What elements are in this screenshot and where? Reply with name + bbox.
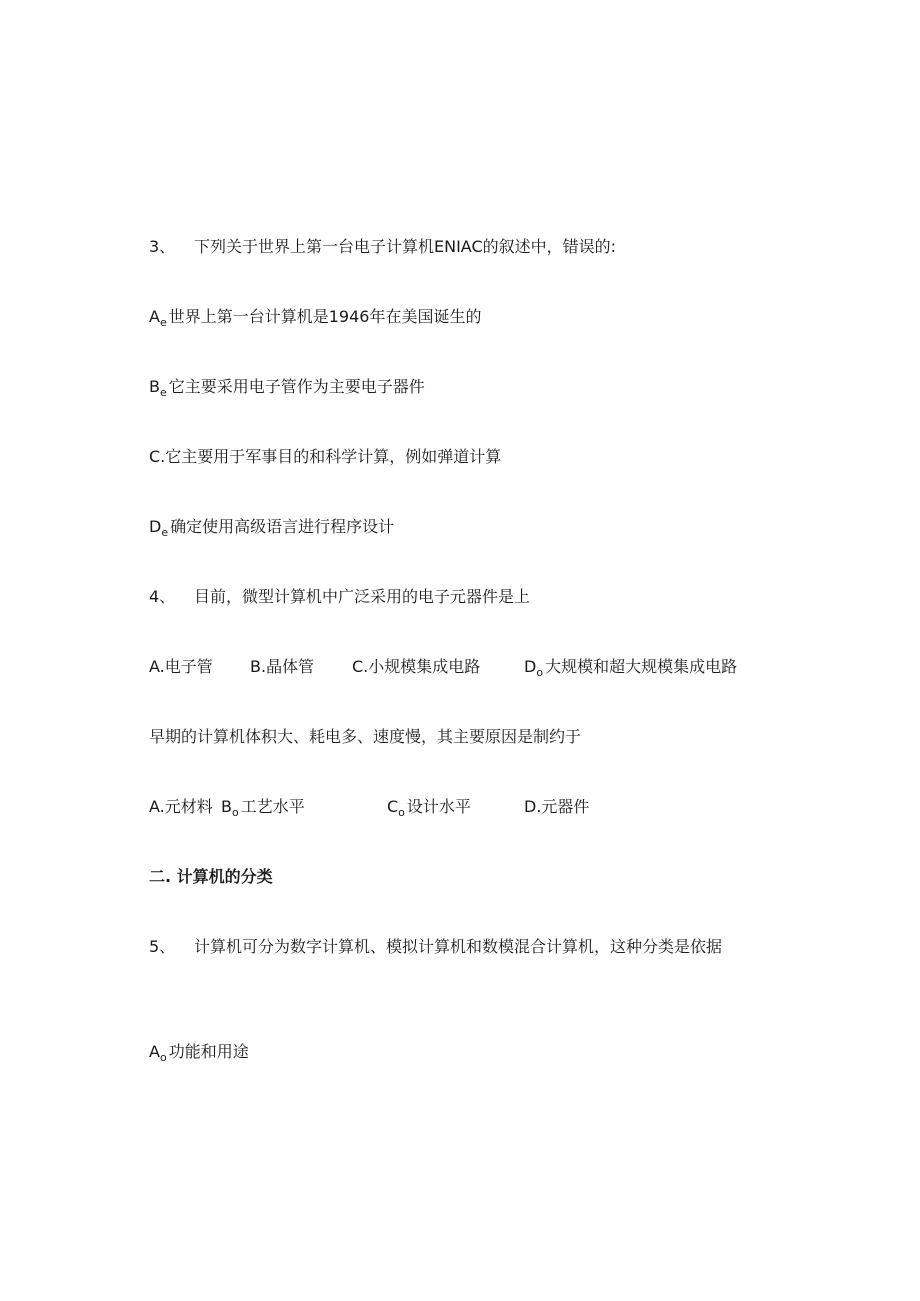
option-letter: B [250, 657, 261, 676]
question-4 [149, 586, 530, 608]
option-text: 元材料 [164, 797, 213, 816]
option-text: 工艺水平 [240, 797, 305, 816]
question-text: 目前，微型计算机中广泛采用的电子元器件是上 [194, 587, 531, 606]
question-text: 早期的计算机体积大、耗电多、速度慢，其主要原因是制约于 [149, 727, 582, 746]
option-separator: o [536, 666, 544, 679]
option-text: 它主要采用电子管作为主要电子器件 [168, 377, 425, 396]
option-letter: D [524, 797, 537, 816]
option-text: 它主要用于军事目的和科学计算，例如弹道计算 [165, 447, 502, 466]
option-separator: . [160, 447, 166, 466]
option-a [149, 306, 481, 334]
option-text: 功能和用途 [168, 1042, 249, 1061]
option-a [149, 1041, 249, 1069]
option-separator: . [260, 657, 267, 676]
option-letter: A [149, 797, 160, 816]
option-letter: C [352, 657, 364, 676]
option-c [149, 446, 501, 468]
option-letter: D [524, 657, 537, 676]
option-a [149, 656, 213, 678]
option-letter: A [149, 1042, 160, 1061]
option-text: 大规模和超大规模集成电路 [545, 657, 738, 676]
option-separator: . [536, 797, 542, 816]
question-text: 下列关于世界上第一台电子计算机ENIAC的叙述中，错误的: [194, 237, 617, 256]
option-letter: D [149, 517, 162, 536]
question-number: 3、 [149, 237, 176, 256]
option-text: 确定使用高级语言进行程序设计 [170, 517, 395, 536]
question-number: 4、 [149, 587, 176, 606]
option-separator: . [159, 797, 165, 816]
question-text: 计算机可分为数字计算机、模拟计算机和数模混合计算机，这种分类是依据 [194, 937, 723, 956]
option-separator: . [159, 657, 165, 676]
option-b [149, 376, 425, 404]
question-3 [149, 236, 616, 258]
option-letter: A [149, 657, 160, 676]
options-row [149, 796, 649, 818]
option-text: 设计水平 [406, 797, 471, 816]
option-d [149, 516, 394, 544]
option-separator: o [398, 806, 405, 819]
option-letter: B [149, 377, 160, 396]
option-text: 晶体管 [266, 657, 315, 676]
option-letter: B [221, 797, 232, 816]
option-a [149, 796, 213, 818]
question-5 [149, 936, 722, 958]
option-separator: o [231, 806, 239, 819]
option-letter: A [149, 307, 160, 326]
option-letter: C [387, 797, 399, 816]
option-separator: o [159, 1051, 167, 1064]
option-c [387, 796, 471, 824]
option-separator: . [363, 657, 369, 676]
options-row [149, 656, 769, 678]
option-d [524, 796, 589, 818]
option-c [352, 656, 480, 678]
option-separator: e [161, 526, 169, 539]
question-early-computers [149, 726, 581, 748]
question-number: 5、 [149, 937, 176, 956]
option-text: 元器件 [541, 797, 590, 816]
option-letter: C [149, 447, 161, 466]
option-b [221, 796, 305, 824]
section-heading: 二. 计算机的分类 [149, 867, 273, 886]
option-text: 电子管 [164, 657, 213, 676]
option-d [524, 656, 737, 684]
option-separator: e [159, 386, 167, 399]
option-text: 小规模集成电路 [368, 657, 481, 676]
option-separator: e [159, 316, 167, 329]
option-b [250, 656, 314, 678]
option-text: 世界上第一台计算机是1946年在美国诞生的 [168, 307, 482, 326]
